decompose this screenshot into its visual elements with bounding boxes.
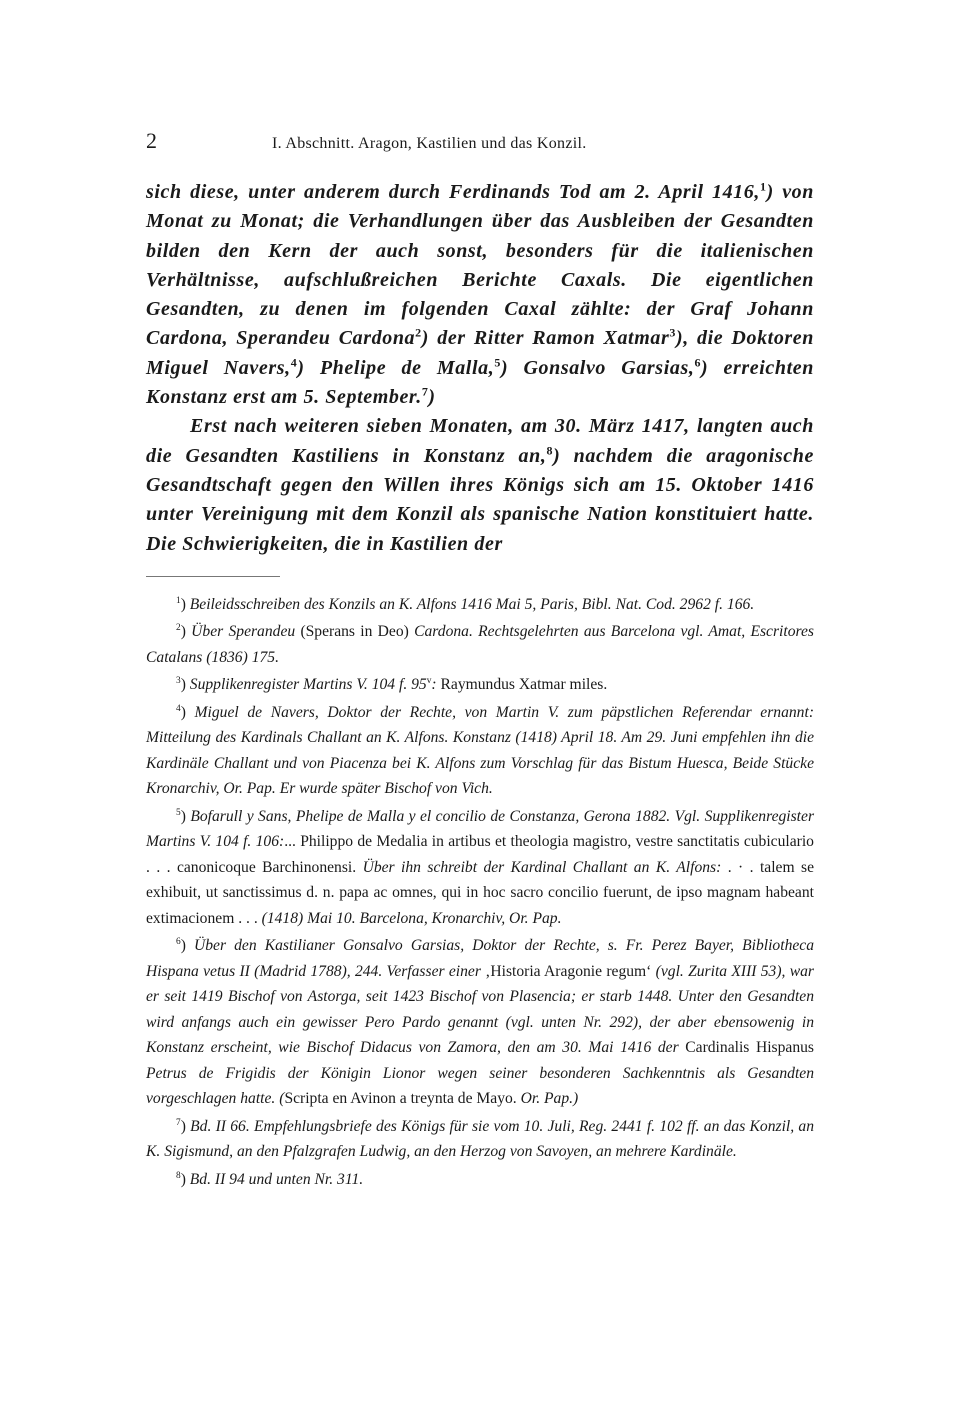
footnote-paren: ) — [180, 676, 190, 694]
text-run: ) Gonsalvo Garsias, — [500, 356, 695, 379]
footnote-text: Über ihn schreibt der Kardinal Challant an K. Alfons: — [362, 858, 722, 876]
footnote-number: 8 — [176, 1170, 181, 1181]
footnote-text: Cardinalis Hispanus — [685, 1039, 814, 1057]
footnote — [146, 700, 814, 802]
footnote-ref: 7 — [421, 384, 429, 399]
page-number: 2 — [146, 128, 157, 153]
footnote — [146, 933, 814, 1112]
footnote-text: : — [431, 676, 441, 694]
footnote-text: Miguel de Navers, Doktor der Rechte, von Martin V. zum päpstlichen Referendar ernannt: Mitteilung des Kardinals Challant an K. Alfons. Konstanz (1418) April 18. Am 29. Juni empfehlen ihn die Kardinäle Challant und von Piacenza bei K. Alfons zum Vorschlag für das Bistum Huesca, Beide Stücke Kronarchiv, Or. Pap. Er wurde später Bischof von Vich. — [146, 703, 815, 798]
footnote-number: 6 — [176, 937, 181, 948]
footnote — [146, 804, 814, 932]
footnote-paren: ) — [180, 623, 192, 641]
footnote-paren: ) — [180, 1170, 190, 1188]
footnote-text: Raymundus Xatmar miles. — [440, 676, 608, 694]
footnote-text: Cardona. Rechtsgelehrten aus Barcelona vgl. Amat, Escritores Catalans (1836) 175. — [146, 623, 814, 666]
footnote-text: ‚Historia Aragonie regum‘ — [485, 962, 656, 980]
footnote-text: Or. Pap.) — [520, 1090, 579, 1108]
footnote-text: Supplikenregister Martins V. 104 f. 95 — [189, 676, 427, 694]
main-text — [146, 178, 814, 559]
footnote-paren: ) — [180, 1117, 191, 1135]
paragraph-2 — [146, 412, 814, 558]
footnote-separator — [146, 576, 280, 577]
footnote-number: 3 — [176, 676, 181, 687]
footnote — [146, 592, 814, 618]
footnote-text: (Sperans in Deo) — [295, 623, 415, 641]
text-run: ) der Ritter Ramon Xatmar — [421, 327, 670, 350]
footnote-text: Petrus de Frigidis der Königin Lionor wegen seiner besonderen Sachkenntnis als Gesandten vorgeschlagen hatte. ( — [146, 1064, 814, 1108]
footnote — [146, 1167, 814, 1193]
paragraph-1 — [146, 178, 814, 412]
footnote-text: Bd. II 94 und unten Nr. 311. — [189, 1170, 364, 1188]
footnote-paren: ) — [180, 595, 190, 613]
footnote-text: ... Philippo de Medalia in artibus et theologia magistro, vestre sanctitatis cubiculario . . . canonicoque Barchinonensi. — [146, 833, 814, 876]
footnote — [146, 1114, 814, 1165]
footnote-ref: 8 — [546, 443, 554, 458]
text-run: sich diese, unter anderem durch Ferdinands Tod am 2. April 1416, — [146, 181, 760, 203]
footnote-ref: 2 — [415, 325, 422, 340]
footnote-text: Bofarull y Sans, Phelipe de Malla y el concilio de Constanza, Gerona 1882. Vgl. Supplikenregister Martins V. 104 f. 106: — [146, 807, 815, 851]
footnote-text: (vgl. Zurita XIII 53), war er seit 1419 Bischof von Astorga, seit 1423 Bischof von Plasencia; er starb 1448. Unter den Gesandten wird anfangs auch ein gewisser Pero Pardo genannt (vgl. unten Nr. 292), der aber ebensowenig in Konstanz erscheint, wie Bischof Didacus von Zamora, den am 30. Mai 1416 der — [146, 962, 814, 1057]
footnote-text: Bd. II 66. Empfehlungsbriefe des Königs für sie vom 10. Juli, Reg. 2441 f. 102 ff. an das Konzil, an K. Sigismund, an den Pfalzgrafen Ludwig, an den Herzog von Savoyen, an mehrere Kardinäle. — [146, 1117, 815, 1161]
running-header — [146, 128, 814, 164]
footnote-ref: 1 — [759, 179, 767, 194]
footnote-number: 5 — [176, 807, 181, 818]
text-run: ) von Monat zu Monat; die Verhandlungen über das Ausbleiben der Gesandten bilden den Kern der auch sonst, besonders für die italienischen Verhältnisse, aufschlußreichen Berichte Caxals. Die eigentlichen Gesandten, zu denen im folgenden Caxal zählte: der Graf Johann Cardona, Sperandeu Cardona — [146, 181, 814, 350]
footnote-text: (1418) Mai 10. Barcelona, Kronarchiv, Or. Pap. — [261, 909, 562, 927]
footnote — [146, 672, 814, 698]
footnote-number: 7 — [176, 1117, 181, 1128]
text-run: ) — [428, 386, 436, 409]
footnote-ref: 5 — [494, 355, 501, 370]
footnote-number: 2 — [176, 623, 181, 634]
footnote-ref: 6 — [694, 355, 702, 370]
footnote-paren: ) — [180, 807, 191, 825]
footnote — [146, 619, 814, 670]
running-title: I. Abschnitt. Aragon, Kastilien und das Konzil. — [272, 135, 587, 152]
page — [146, 128, 814, 1194]
footnote-number: 1 — [176, 595, 181, 606]
text-run: ) erreichten Konstanz erst am 5. September. — [146, 356, 814, 409]
footnote-text: Beileidsschreiben des Konzils an K. Alfons 1416 Mai 5, Paris, Bibl. Nat. Cod. 2962 f. 166. — [189, 595, 755, 613]
footnote-text: Über den Kastilianer Gonsalvo Garsias, Doktor der Rechte, s. Fr. Perez Bayer, Bibliotheca Hispana vetus II (Madrid 1788), 244. Verfasser einer — [146, 937, 814, 980]
text-run: ) Phelipe de Malla, — [297, 356, 495, 379]
text-run: ), die Doktoren Miguel Navers, — [146, 327, 815, 379]
text-run: Erst nach weiteren sieben Monaten, am 30. März 1417, langten auch die Gesandten Kastiliens in Konstanz an, — [146, 415, 814, 467]
footnote-ref: 4 — [290, 355, 298, 370]
footnote-paren: ) — [180, 703, 195, 721]
footnote-paren: ) — [180, 937, 194, 955]
footnote-number: 4 — [176, 703, 181, 714]
footnote-text: Über Sperandeu — [191, 623, 296, 641]
footnote-text: Scripta en Avinon a treynta de Mayo. — [284, 1090, 521, 1108]
text-run: ) nachdem die aragonische Gesandtschaft gegen den Willen ihres Königs sich am 15. Oktober 1416 unter Vereinigung mit dem Konzil als spanische Nation konstituiert hatte. Die Schwierigkeiten, die in Kastilien der — [146, 444, 814, 555]
footnote-text: . · . talem se exhibuit, ut sanctissimus d. n. papa ac omnes, qui in hoc sacro concilio fuerunt, de ipso magnam habeant extimacionem . . . — [146, 858, 815, 927]
footnote-text: v — [426, 676, 432, 687]
footnotes — [146, 592, 814, 1193]
footnote-ref: 3 — [669, 325, 676, 340]
